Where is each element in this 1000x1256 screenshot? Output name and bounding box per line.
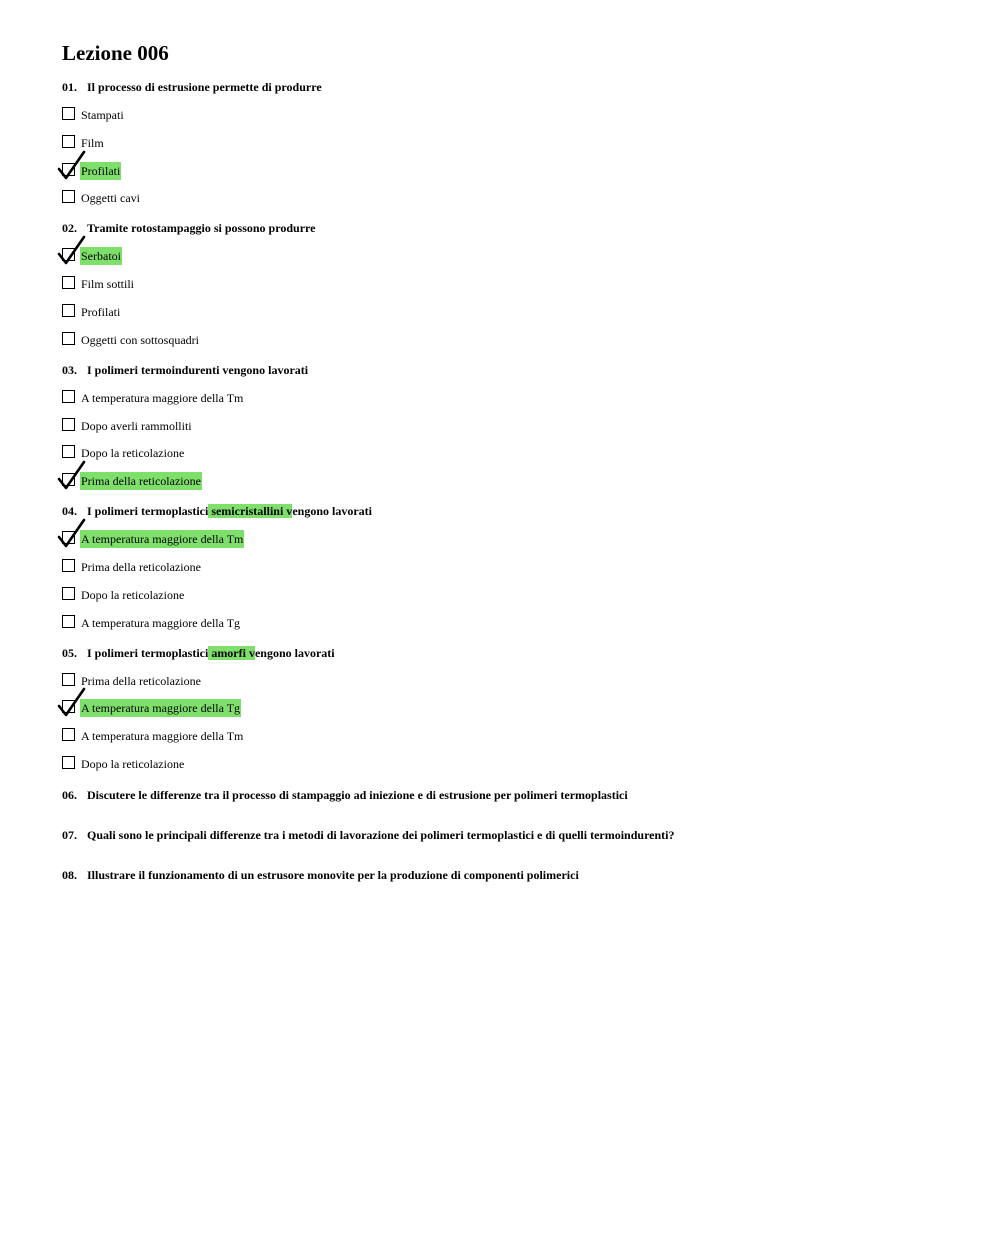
answer-label: Dopo la reticolazione <box>81 756 185 771</box>
answer-label: Stampati <box>81 108 124 122</box>
question <box>62 502 962 631</box>
question-heading <box>62 502 962 520</box>
answer-option[interactable] <box>62 699 962 717</box>
question-text: I polimeri termoindurenti vengono lavorati <box>87 362 309 377</box>
question-heading <box>62 361 962 379</box>
answer-option[interactable] <box>62 417 962 435</box>
open-question <box>62 865 962 885</box>
checkbox-icon[interactable] <box>62 135 75 148</box>
checkbox-icon[interactable] <box>62 418 75 431</box>
question-number: 06. <box>62 787 77 802</box>
question-text: Tramite rotostampaggio si possono produrre <box>87 221 316 236</box>
question-heading <box>62 78 962 96</box>
answer-label: Prima della reticolazione <box>81 673 201 688</box>
answer-label: Film <box>81 135 104 150</box>
question-number: 02. <box>62 221 77 236</box>
checkbox-icon[interactable] <box>62 190 75 203</box>
answer-label: Profilati <box>81 304 121 319</box>
question-text: I polimeri termoplastici <box>87 504 209 519</box>
question-heading <box>62 825 962 845</box>
answer-option[interactable] <box>62 275 962 293</box>
question-number: 08. <box>62 867 77 882</box>
question <box>62 361 962 490</box>
question-text: engono lavorati <box>254 645 335 660</box>
question-number: 04. <box>62 504 77 519</box>
question-text: I polimeri termoplastici <box>87 645 209 660</box>
checkbox-icon[interactable] <box>62 728 75 741</box>
correct-answer-label: Serbatoi <box>81 249 121 264</box>
checkbox-icon[interactable] <box>62 390 75 403</box>
answer-option[interactable] <box>62 162 962 180</box>
open-question <box>62 825 962 845</box>
checkbox-icon[interactable] <box>62 756 75 769</box>
open-question <box>62 785 962 805</box>
page-title: Lezione 006 <box>62 41 169 65</box>
question-heading <box>62 785 962 805</box>
question-number: 01. <box>62 80 77 94</box>
answer-option[interactable] <box>62 558 962 576</box>
answer-label: Oggetti cavi <box>81 191 140 206</box>
answer-option[interactable] <box>62 331 962 349</box>
answer-option[interactable] <box>62 106 962 124</box>
checkbox-icon[interactable] <box>62 276 75 289</box>
checkbox-icon[interactable] <box>62 615 75 628</box>
question-heading <box>62 644 962 662</box>
answer-label: A temperatura maggiore della Tg <box>81 615 241 630</box>
question-heading <box>62 865 962 885</box>
answer-option[interactable] <box>62 134 962 152</box>
answer-option[interactable] <box>62 189 962 207</box>
answer-option[interactable] <box>62 389 962 407</box>
answer-label: Film sottili <box>81 277 135 292</box>
correct-answer-label: A temperatura maggiore della Tg <box>81 701 241 716</box>
question-list <box>62 78 962 773</box>
answer-label: Prima della reticolazione <box>81 559 201 574</box>
answer-option[interactable] <box>62 530 962 548</box>
answer-option[interactable] <box>62 755 962 773</box>
question-number: 03. <box>62 362 77 377</box>
answer-option[interactable] <box>62 247 962 265</box>
answer-label: Oggetti con sottosquadri <box>81 332 199 347</box>
question-number: 07. <box>62 827 77 842</box>
answer-option[interactable] <box>62 472 962 490</box>
answer-label: A temperatura maggiore della Tm <box>81 390 244 405</box>
question-heading <box>62 219 962 237</box>
checkbox-icon[interactable] <box>62 587 75 600</box>
quiz-page <box>62 40 962 885</box>
answer-option[interactable] <box>62 303 962 321</box>
answer-option[interactable] <box>62 444 962 462</box>
answer-label: A temperatura maggiore della Tm <box>81 729 244 744</box>
answer-label: Dopo averli rammolliti <box>81 418 192 433</box>
checkbox-icon[interactable] <box>62 673 75 686</box>
question-number: 05. <box>62 645 77 660</box>
answer-option[interactable] <box>62 586 962 604</box>
checkbox-icon[interactable] <box>62 332 75 345</box>
checkbox-icon[interactable] <box>62 107 75 120</box>
correct-answer-label: A temperatura maggiore della Tm <box>81 532 244 547</box>
checkbox-icon[interactable] <box>62 304 75 317</box>
highlighted-term: amorfi v <box>208 645 255 660</box>
question <box>62 219 962 348</box>
highlighted-term: semicristallini v <box>208 504 293 519</box>
question-text: Illustrare il funzionamento di un estrusore monovite per la produzione di componenti polimerici <box>87 867 579 882</box>
question-text: Quali sono le principali differenze tra i metodi di lavorazione dei polimeri termoplastici e di quelli termoindurenti? <box>87 827 675 842</box>
question-text: Discutere le differenze tra il processo di stampaggio ad iniezione e di estrusione per polimeri termoplastici <box>87 787 628 802</box>
question <box>62 78 962 207</box>
checkbox-icon[interactable] <box>62 445 75 458</box>
question-text: Il processo di estrusione permette di produrre <box>87 80 322 94</box>
correct-answer-label: Prima della reticolazione <box>81 474 201 489</box>
answer-option[interactable] <box>62 727 962 745</box>
answer-label: Dopo la reticolazione <box>81 587 185 602</box>
answer-label: Dopo la reticolazione <box>81 446 185 461</box>
answer-option[interactable] <box>62 672 962 690</box>
question <box>62 644 962 773</box>
checkbox-icon[interactable] <box>62 559 75 572</box>
question-text: engono lavorati <box>292 504 372 519</box>
open-question-list <box>62 785 962 885</box>
answer-option[interactable] <box>62 614 962 632</box>
correct-answer-label: Profilati <box>81 163 121 178</box>
